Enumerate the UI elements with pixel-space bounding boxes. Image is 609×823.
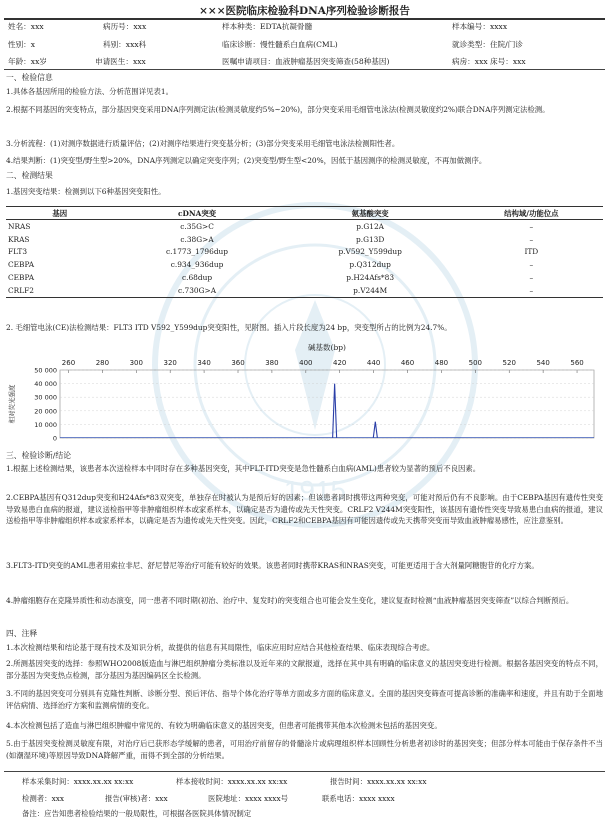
y-tick-label: 50 000 <box>34 366 57 375</box>
domain-cell: – <box>529 234 534 244</box>
y-axis-label: 相对荧光强度 <box>8 384 16 424</box>
cdna-cell: c.35G>C <box>180 221 214 231</box>
y-tick-label: 30 000 <box>34 393 57 402</box>
section4-item5: 5.由于基因突变检测灵敏度有限，对治疗后已获形态学缓解的患者，可用治疗前留存的骨髓涂片或病理组织样本回顾性分析患者初诊时的基因突变；但部分样本可能由于保存条件不当(如潮湿环境)等原因导致DNA降解严重，而得不到全部的分析结果。 <box>6 739 603 760</box>
amino-acid-cell: p.Q312dup <box>349 260 391 270</box>
table-row <box>6 233 603 246</box>
collection-time: 样本采集时间：xxxx.xx.xx xx:xx <box>22 777 134 786</box>
title-divider <box>4 18 605 20</box>
footer-divider <box>4 771 605 772</box>
col-cdna: cDNA突变 <box>113 207 280 220</box>
gene-cell: CRLF2 <box>6 284 113 297</box>
cdna-cell: c.38G>A <box>180 234 214 244</box>
x-tick-label: 380 <box>265 359 279 367</box>
section3-item1: 1.根据上述检测结果，该患者本次送检样本中同时存在多种基因突变，其中FLT-ITD突变是急性髓系白血病(AML)患者较为显著的预后不良因素。 <box>6 464 481 473</box>
x-tick-label: 500 <box>468 359 483 367</box>
y-tick-label: 40 000 <box>34 380 57 389</box>
wild-type-peak <box>333 384 337 438</box>
section1-heading: 一、检验信息 <box>6 73 53 82</box>
x-tick-label: 460 <box>400 359 415 367</box>
x-tick-label: 540 <box>536 359 550 367</box>
record-number: 病历号：xxx <box>103 22 147 31</box>
amino-acid-cell: p.G12A <box>356 221 385 231</box>
contact-phone: 联系电话：xxxx xxxx <box>322 794 395 803</box>
section4-item4: 4.本次检测包括了造血与淋巴组织肿瘤中常见的、有较为明确临床意义的基因突变，但患者可能携带其他本次检测未包括的基因突变。 <box>6 721 442 730</box>
section1-item3: 3.分析流程：(1)对测序数据进行质量评估；(2)对测序结果进行突变基分析；(3)部分突变采用毛细管电泳法检测阳性者。 <box>6 139 400 148</box>
amino-acid-cell: p.G13D <box>355 234 385 244</box>
patient-name: 姓名：xxx <box>8 22 44 31</box>
section3-item3: 3.FLT3-ITD突变的AML患者用索拉非尼、舒尼替尼等治疗可能有较好的效果。该患者同时携带KRAS和NRAS突变，可能更适用于含大剂量阿糖胞苷的化疗方案。 <box>6 561 539 570</box>
section4-item3: 3.不同的基因突变可分别具有克隆性判断、诊断分型、预后评估、指导个体化治疗等单方面或多方面的临床意义。全面的基因突变筛查可提高诊断的准确率和速度，并且有助于全面地评估病情、选择治疗方案和监测病情的变化。 <box>6 689 603 710</box>
footer-note: 备注：应告知患者检验结果的一般局限性，可根据各医院具体情况制定 <box>22 809 252 818</box>
col-gene: 基因 <box>6 207 113 220</box>
x-tick-label: 340 <box>197 359 211 367</box>
sample-number: 样本编号：xxxx <box>452 22 508 31</box>
domain-cell: ITD <box>524 247 539 257</box>
amino-acid-cell: p.V244M <box>281 284 460 297</box>
col-amino: 氨基酸突变 <box>281 207 460 220</box>
x-tick-label: 260 <box>61 359 76 367</box>
section2-item1: 1.基因突变结果：检测到以下6种基因突变阳性。 <box>6 187 166 196</box>
svg-text:1915: 1915 <box>283 475 347 506</box>
x-tick-label: 300 <box>129 359 143 367</box>
gene-cell: KRAS <box>8 234 30 244</box>
reviewer: 报告(审核)者：xxx <box>105 794 168 803</box>
chart-title: 碱基数(bp) <box>308 343 346 352</box>
patient-sex: 性别：x <box>8 40 36 49</box>
mutant-peak <box>373 422 377 438</box>
gene-cell: CEBPA <box>8 260 35 270</box>
y-tick-label: 10 000 <box>34 420 57 429</box>
section3-item4: 4.肿瘤细胞存在克隆异质性和动态演变，同一患者不同时期(初治、治疗中、复发时)的突变组合也可能会发生变化，建议复查时检测“血液肿瘤基因突变筛查”以综合判断预后。 <box>6 596 574 605</box>
amino-acid-cell: p.H24Afs*83 <box>346 273 395 283</box>
y-tick-label: 0 <box>52 434 57 443</box>
report-time: 报告时间：xxxx.xx.xx xx:xx <box>330 777 427 786</box>
section4-item2: 2.所测基因突变的选择：参照WHO2008版造血与淋巴组织肿瘤分类标准以及近年来的文献报道，选择在其中具有明确的临床意义的基因突变进行检测。根据各基因突变的特点不同，部分基因为突变热点检测，部分基因为基因编码区全长检测。 <box>6 659 603 680</box>
mutation-table <box>6 206 603 298</box>
x-tick-label: 440 <box>366 359 381 367</box>
sample-type: 样本种类：EDTA抗凝骨髓 <box>222 22 313 31</box>
receive-time: 样本接收时间：xxxx.xx.xx xx:xx <box>176 777 288 786</box>
x-tick-label: 560 <box>570 359 584 367</box>
cdna-cell: c.730G>A <box>113 284 280 297</box>
table-row <box>6 246 603 259</box>
domain-cell: – <box>529 221 534 231</box>
report-title: ×××医院临床检验科DNA序列检验诊断报告 <box>199 5 410 17</box>
plot-frame <box>60 370 594 438</box>
domain-cell: – <box>529 260 534 270</box>
x-tick-label: 360 <box>231 359 245 367</box>
capillary-electrophoresis-chart <box>4 340 605 450</box>
section2-heading: 二、检测结果 <box>6 171 53 180</box>
col-domain: 结构域/功能位点 <box>460 207 603 220</box>
section4-heading: 四、注释 <box>6 629 38 638</box>
tester: 检测者：xxx <box>22 794 65 803</box>
amino-acid-cell: p.V592_Y599dup <box>338 247 402 257</box>
section3-item2: 2.CEBPA基因有Q312dup突变和H24Afs*83双突变，单独存在时被认为是预后好的因素；但该患者同时携带这两种突变，可能对预后仍有不良影响。由于CEBPA基因有遗传性突变导致易患白血病的报道，建议送检指甲等非肿瘤组织样本或家系样本，以确定是否为遗传或先天性突变。CRLF2 V244M突变阳性，该基因有遗传性突变导致易患白血病的报道，建议送检指甲等非肿瘤组织样本或家系样本，以确定是否为遗传或先天性突变。因此，CRLF2和CEBPA基因有可能因遗传或先天携带突变而导致血液肿瘤易感性，应注意鉴别。 <box>6 493 603 526</box>
cdna-cell: c.1773_1796dup <box>166 247 229 257</box>
gene-cell: CEBPA <box>8 273 35 283</box>
table-row <box>6 258 603 271</box>
requesting-doctor: 申请医生：xxx <box>95 57 146 66</box>
table-row <box>6 220 603 233</box>
section2-item2: 2. 毛细管电泳(CE)法检测结果：FLT3 ITD V592_Y599dup突变阳性，见附图。插入片段长度为24 bp，突变型所占的比例为24.7%。 <box>6 323 452 332</box>
gene-cell: NRAS <box>8 221 31 231</box>
domain-cell: – <box>529 273 534 283</box>
table-row <box>6 271 603 284</box>
clinical-diagnosis: 临床诊断：慢性髓系白血病(CML) <box>222 40 338 49</box>
domain-cell: – <box>460 284 603 297</box>
section1-item1: 1.具体各基因所用的检验方法、分析范围详见表1。 <box>6 87 173 96</box>
cdna-cell: c.68dup <box>181 273 213 283</box>
header-divider <box>4 69 605 70</box>
x-tick-label: 400 <box>299 359 313 367</box>
visit-type: 就诊类型：住院/门诊 <box>452 40 523 49</box>
gene-cell: FLT3 <box>8 247 28 257</box>
section1-item4: 4.结果判断：(1)突变型/野生型>20%，DNA序列测定以确定突变序列；(2)突变型/野生型<20%，因低于基因测序的检测灵敏度，不再加做测序。 <box>6 156 487 165</box>
cdna-cell: c.934_936dup <box>170 260 224 270</box>
x-tick-label: 420 <box>333 359 347 367</box>
section1-item2: 2.根据不同基因的突变特点，部分基因突变采用DNA序列测定法(检测灵敏度约5%~20%)，部分突变采用毛细管电泳法(检测灵敏度约2%)联合DNA序列测定法检测。 <box>6 105 550 114</box>
department: 科别：xxx科 <box>103 40 147 49</box>
y-tick-label: 20 000 <box>34 407 57 416</box>
ordered-test: 医嘱申请项目：血液肿瘤基因突变筛查(58种基因) <box>222 57 390 66</box>
section4-item1: 1.本次检测结果和结论基于现有技术及知识分析，故提供的信息有其局限性，临床应用时应结合其他检查结果、临床表现综合考虑。 <box>6 643 435 652</box>
patient-age: 年龄：xx岁 <box>8 57 47 66</box>
section3-heading: 三、检验诊断/结论 <box>6 451 72 460</box>
x-tick-label: 480 <box>434 359 449 367</box>
table-header-row <box>6 207 603 220</box>
x-tick-label: 520 <box>502 359 516 367</box>
x-tick-label: 320 <box>163 359 177 367</box>
ward-bed: 病房：xxx 床号：xxx <box>452 57 526 66</box>
hospital-address: 医院地址：xxxx xxxx号 <box>208 794 289 803</box>
x-tick-label: 280 <box>95 359 110 367</box>
table-row <box>6 284 603 297</box>
